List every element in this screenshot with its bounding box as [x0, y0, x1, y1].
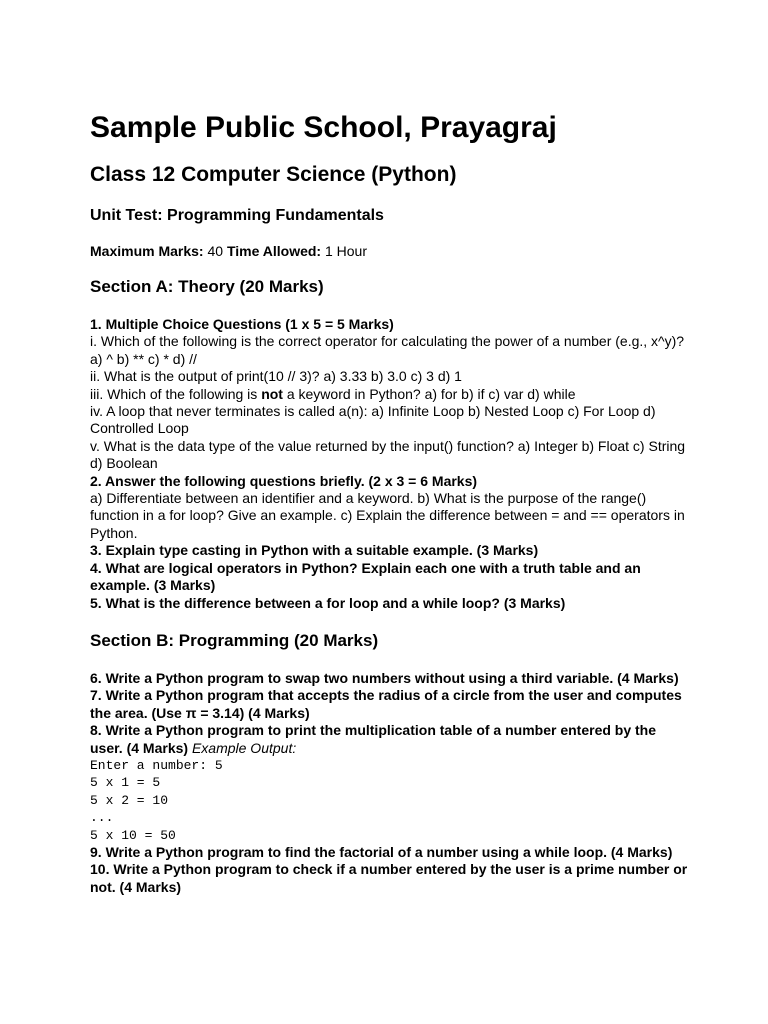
q2-heading: 2. Answer the following questions briefly. (2 x 3 = 6 Marks): [90, 472, 478, 489]
code-line: 5 x 10 = 50: [90, 827, 176, 843]
document-content: [90, 108, 690, 896]
q6: 6. Write a Python program to swap two numbers without using a third variable. (4 Marks): [90, 669, 679, 686]
q4: 4. What are logical operators in Python? Explain each one with a truth table and an example. (3 Marks): [90, 559, 641, 594]
code-line: 5 x 1 = 5: [90, 775, 161, 791]
q8-example-label: Example Output:: [188, 739, 297, 756]
code-line: 5 x 2 = 10: [90, 792, 169, 808]
q9: 9. Write a Python program to find the factorial of a number using a while loop. (4 Marks): [90, 843, 673, 860]
max-marks-label: Maximum Marks:: [90, 243, 204, 259]
q3: 3. Explain type casting in Python with a suitable example. (3 Marks): [90, 542, 539, 559]
q1-item-i: i. Which of the following is the correct operator for calculating the power of a number (e.g., x^y)? a) ^ b) ** c) * d) //: [90, 333, 685, 367]
code-line: ...: [90, 810, 114, 826]
q1-iii-text-pre: iii. Which of the following is: [90, 385, 262, 402]
code-line: Enter a number: 5: [90, 757, 223, 773]
q1-item-v: v. What is the data type of the value returned by the input() function? a) Integer b) Float c) String d) Boolean: [90, 437, 686, 472]
exam-meta: [90, 242, 690, 260]
q1-item-iv: iv. A loop that never terminates is called a(n): a) Infinite Loop b) Nested Loop c) For Loop d) Controlled Loop: [90, 403, 656, 437]
time-allowed-label: Time Allowed:: [226, 243, 322, 259]
q8-text: 8. Write a Python program to print the multiplication table of a number entered by the user. (4 Marks): [90, 722, 657, 756]
section-b-title: Section B: Programming (20 Marks): [90, 630, 379, 650]
test-title: Unit Test: Programming Fundamentals: [90, 207, 384, 224]
q1-item-ii: ii. What is the output of print(10 // 3)? a) 3.33 b) 3.0 c) 3 d) 1: [90, 368, 462, 385]
time-allowed-value: 1 Hour: [321, 243, 367, 259]
q8: [90, 722, 690, 757]
section-a-questions: [90, 316, 690, 612]
example-output-code: [90, 757, 690, 844]
section-b-questions: [90, 670, 690, 896]
q1-iii-text-bold: not: [261, 385, 283, 402]
q1-iii-text-post: a keyword in Python? a) for b) if c) var d) while: [282, 385, 576, 402]
q1-heading: 1. Multiple Choice Questions (1 x 5 = 5 Marks): [90, 316, 394, 332]
q10: 10. Write a Python program to check if a number entered by the user is a prime number or not. (4 Marks): [90, 861, 688, 895]
q7: 7. Write a Python program that accepts the radius of a circle from the user and computes the area. (Use π = 3.14) (4 Marks): [90, 687, 682, 721]
q5: 5. What is the difference between a for loop and a while loop? (3 Marks): [90, 594, 566, 611]
q1-item-iii: [90, 386, 690, 403]
q2-body: a) Differentiate between an identifier and a keyword. b) What is the purpose of the range() function in a for loop? Give an example. c) Explain the difference between = and == operators in Python.: [90, 490, 685, 541]
school-title: Sample Public School, Prayagraj: [90, 111, 557, 144]
section-a-title: Section A: Theory (20 Marks): [90, 277, 324, 296]
max-marks-value: 40: [203, 243, 227, 259]
class-title: Class 12 Computer Science (Python): [90, 163, 457, 186]
